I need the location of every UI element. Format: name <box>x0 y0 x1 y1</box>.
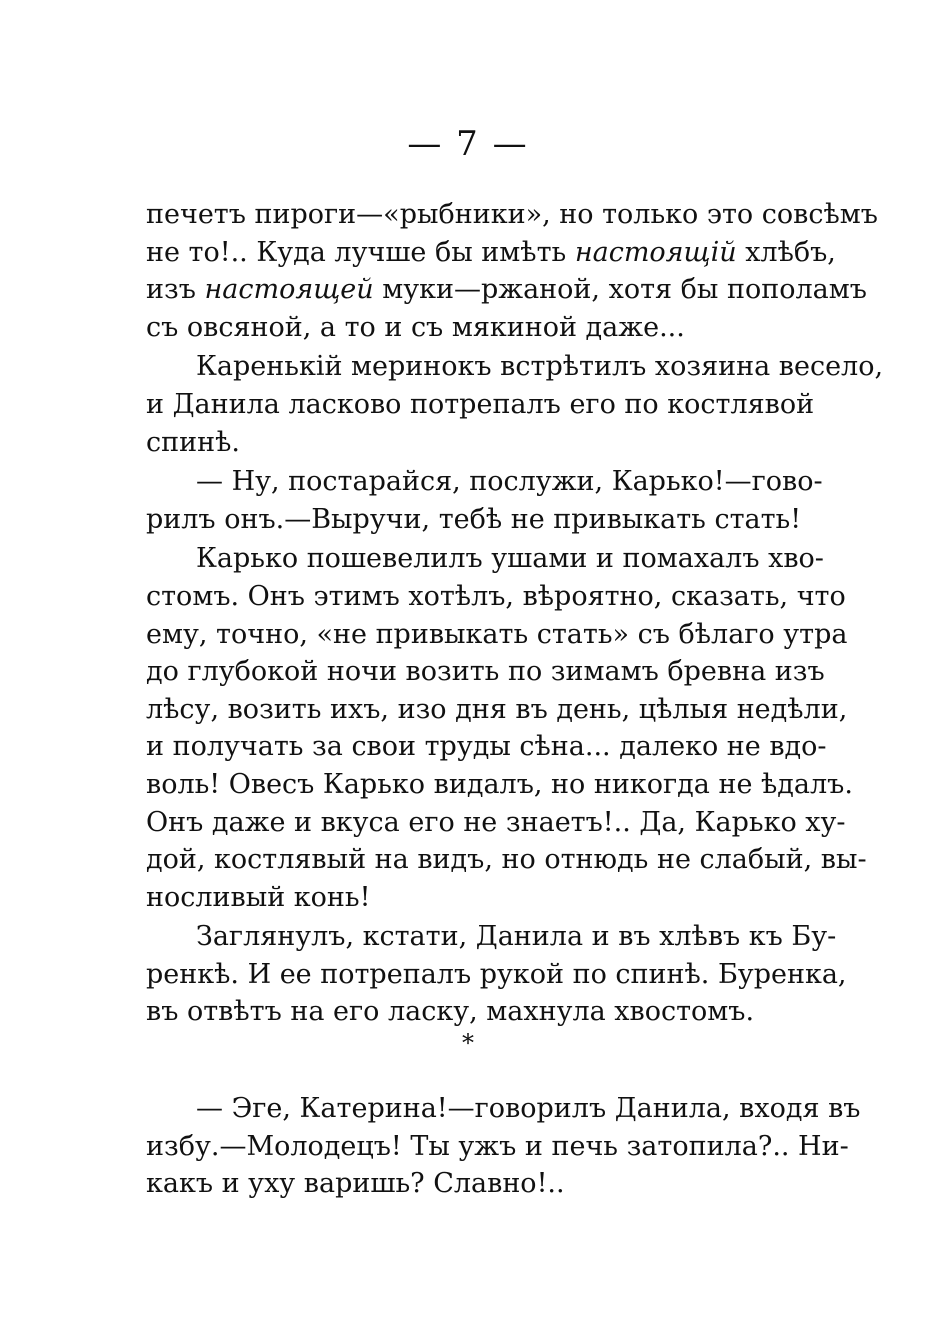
text-segment: Онъ даже и вкуса его не знаетъ!.. Да, Карько ху- <box>146 806 846 838</box>
text-block-main <box>146 196 884 1031</box>
text-segment: лѣсу, возить ихъ, изо дня въ день, цѣлыя недѣли, <box>146 693 848 725</box>
text-segment: рилъ онъ.—Выручи, тебѣ не привыкать стать! <box>146 503 802 535</box>
paragraph <box>146 196 878 346</box>
text-line <box>146 616 848 654</box>
text-segment: не то!.. Куда лучше бы имѣть <box>146 236 575 268</box>
text-segment: дой, костлявый на видъ, но отнюдь не слабый, вы- <box>146 844 867 876</box>
paragraph <box>146 348 884 461</box>
text-segment: носливый конь! <box>146 881 371 913</box>
text-segment: Заглянулъ, кстати, Данила и въ хлѣвъ къ Бу- <box>196 921 837 953</box>
text-segment: и Данила ласково потрепалъ его по костлявой <box>146 388 815 420</box>
text-segment: въ отвѣтъ на его ласку, махнула хвостомъ. <box>146 996 755 1028</box>
text-segment: — Ну, постарайся, послужи, Карько!—гово- <box>196 466 823 498</box>
text-segment: изъ <box>146 274 205 306</box>
text-segment: печетъ пироги—«рыбники», но только это совсѣмъ <box>146 199 878 230</box>
text-line <box>146 1128 849 1166</box>
text-segment: воль! Овесъ Карько видалъ, но никогда не ѣдалъ. <box>146 768 853 800</box>
text-line <box>146 918 837 956</box>
text-segment: стомъ. Онъ этимъ хотѣлъ, вѣроятно, сказать, что <box>146 580 846 612</box>
text-segment: ренкѣ. И ее потрепалъ рукой по спинѣ. Буренка, <box>146 958 847 990</box>
text-segment: муки—ржаной, хотя бы пополамъ <box>373 274 867 306</box>
paragraph <box>146 1090 861 1203</box>
text-line <box>146 463 823 501</box>
text-line <box>146 578 846 616</box>
text-segment: какъ и уху варишь? Славно!.. <box>146 1168 565 1200</box>
text-segment: Каренькій меринокъ встрѣтилъ хозяина весело, <box>196 351 884 383</box>
text-line <box>146 309 794 347</box>
italic-text: настоящій <box>574 236 737 268</box>
text-segment: Карько пошевелилъ ушами и помахалъ хво- <box>196 543 824 575</box>
page-number: — 7 — <box>407 124 529 164</box>
text-line <box>146 653 825 691</box>
text-line <box>146 766 853 804</box>
text-line <box>146 728 827 766</box>
text-line <box>146 993 794 1031</box>
paragraph <box>146 918 847 1031</box>
text-segment: хлѣбъ, <box>736 236 836 268</box>
text-line <box>146 956 847 994</box>
text-segment: до глубокой ночи возить по зимамъ бревна изъ <box>146 656 825 688</box>
italic-text: настоящей <box>204 274 374 306</box>
text-line <box>146 804 846 842</box>
text-line <box>146 424 794 462</box>
text-line <box>146 271 867 309</box>
paragraph <box>146 463 823 538</box>
text-line <box>146 841 867 879</box>
text-line <box>146 691 848 729</box>
text-line <box>146 234 836 272</box>
text-segment: съ овсяной, а то и съ мякиной даже... <box>146 311 685 343</box>
text-segment: избу.—Молодецъ! Ты ужъ и печь затопила?.. Ни- <box>146 1130 849 1162</box>
text-line <box>146 1165 794 1203</box>
section-separator: * <box>462 1029 474 1057</box>
text-segment: — Эге, Катерина!—говорилъ Данила, входя въ <box>196 1093 861 1124</box>
text-line <box>146 879 794 917</box>
text-segment: спинѣ. <box>146 426 240 458</box>
text-line <box>146 501 802 539</box>
text-line <box>146 386 815 424</box>
text-line <box>146 348 884 386</box>
text-block-after-separator <box>146 1090 861 1203</box>
text-line <box>146 196 878 234</box>
text-line <box>146 540 824 578</box>
paragraph <box>146 540 867 916</box>
text-segment: и получать за свои труды сѣна... далеко не вдо- <box>146 731 827 763</box>
text-line <box>146 1090 861 1128</box>
text-segment: ему, точно, «не привыкать стать» съ бѣлаго утра <box>146 618 848 650</box>
